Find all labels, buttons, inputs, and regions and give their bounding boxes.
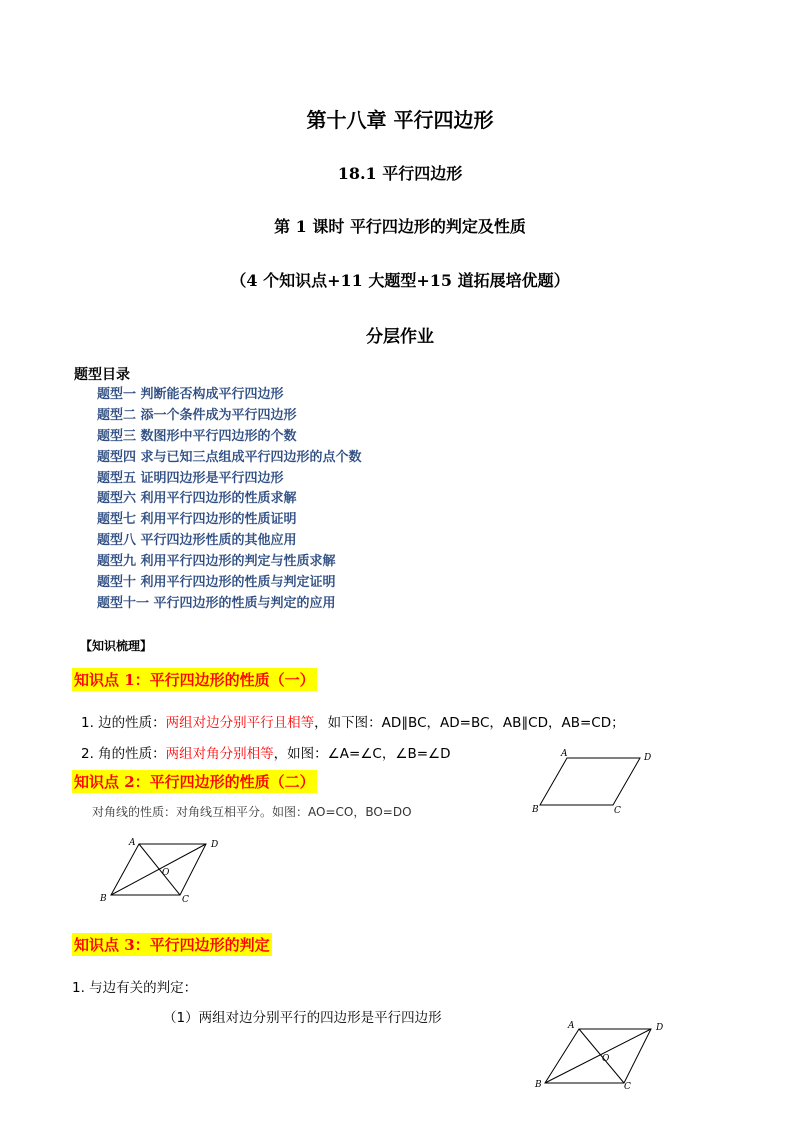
toc-item[interactable]: 题型一 判断能否构成平行四边形 — [97, 387, 284, 402]
side-criteria-line: 1. 与边有关的判定： — [72, 980, 198, 996]
diagonal-bd — [545, 1029, 651, 1083]
parallelogram-figure-2 — [95, 833, 225, 908]
toc-item[interactable]: 题型四 求与已知三点组成平行四边形的点个数 — [97, 449, 362, 465]
toc-item[interactable]: 题型五 证明四边形是平行四边形 — [97, 470, 284, 486]
knowledge-point-3-heading: 知识点 3：平行四边形的判定 — [72, 933, 272, 956]
knowledge-point-1-heading: 知识点 1：平行四边形的性质（一） — [72, 668, 317, 691]
parallelogram-figure-3 — [532, 1015, 672, 1095]
section-title: 18.1 平行四边形 — [337, 164, 463, 183]
toc-item[interactable]: 题型十一 平行四边形的性质与判定的应用 — [97, 595, 336, 611]
angle-property-prefix: 2. 角的性质： — [81, 746, 166, 762]
toc-item[interactable]: 题型十 利用平行四边形的性质与判定证明 — [97, 575, 336, 591]
edge-property-suffix: ，如下图：AD∥BC，AD=BC，AB∥CD，AB=CD； — [314, 715, 625, 731]
vertex-label-d: D — [644, 753, 652, 763]
vertex-label-c: C — [624, 1082, 631, 1092]
knowledge-point-2-heading: 知识点 2：平行四边形的性质（二） — [72, 770, 317, 793]
angle-property-line — [81, 742, 451, 762]
toc-item[interactable]: 题型六 利用平行四边形的性质求解 — [97, 491, 297, 507]
vertex-label-b: B — [100, 894, 107, 904]
edge-property-prefix: 1. 边的性质： — [81, 715, 166, 731]
toc-item[interactable]: 题型三 数图形中平行四边形的个数 — [97, 428, 297, 444]
center-label-o: O — [162, 868, 170, 878]
edge-property-line — [81, 711, 625, 731]
chapter-title: 第十八章 平行四边形 — [306, 108, 494, 132]
lesson-subtitle: （4 个知识点+11 大题型+15 道拓展培优题） — [230, 271, 570, 290]
criterion-1-line: （1）两组对边分别平行的四边形是平行四边形 — [163, 1010, 442, 1026]
vertex-label-d: D — [656, 1023, 664, 1033]
toc-item[interactable]: 题型七 利用平行四边形的性质证明 — [97, 512, 297, 528]
vertex-label-d: D — [211, 840, 219, 850]
toc-item[interactable]: 题型九 利用平行四边形的判定与性质求解 — [97, 554, 336, 570]
toc-title: 题型目录 — [74, 367, 130, 383]
parallelogram-figure-1 — [520, 740, 670, 820]
vertex-label-b: B — [532, 805, 539, 815]
angle-property-suffix: ，如图：∠A=∠C，∠B=∠D — [273, 746, 451, 762]
vertex-label-c: C — [614, 806, 621, 816]
knowledge-header: 【知识梳理】 — [80, 639, 153, 653]
center-label-o: O — [602, 1054, 610, 1064]
homework-title: 分层作业 — [366, 327, 434, 347]
toc-item[interactable]: 题型八 平行四边形性质的其他应用 — [97, 533, 297, 549]
vertex-label-b: B — [535, 1080, 542, 1090]
toc-item[interactable]: 题型二 添一个条件成为平行四边形 — [97, 407, 297, 423]
angle-property-emphasis: 两组对角分别相等 — [165, 746, 274, 762]
vertex-label-c: C — [182, 895, 189, 905]
vertex-label-a: A — [568, 1021, 575, 1031]
lesson-title: 第 1 课时 平行四边形的判定及性质 — [274, 217, 526, 236]
diagonal-property-line: 对角线的性质：对角线互相平分。如图：AO=CO，BO=DO — [92, 805, 412, 819]
vertex-label-a: A — [561, 749, 568, 759]
toc-list — [97, 385, 362, 615]
vertex-label-a: A — [129, 838, 136, 848]
parallelogram-shape — [540, 758, 640, 805]
edge-property-emphasis: 两组对边分别平行且相等 — [165, 715, 315, 731]
